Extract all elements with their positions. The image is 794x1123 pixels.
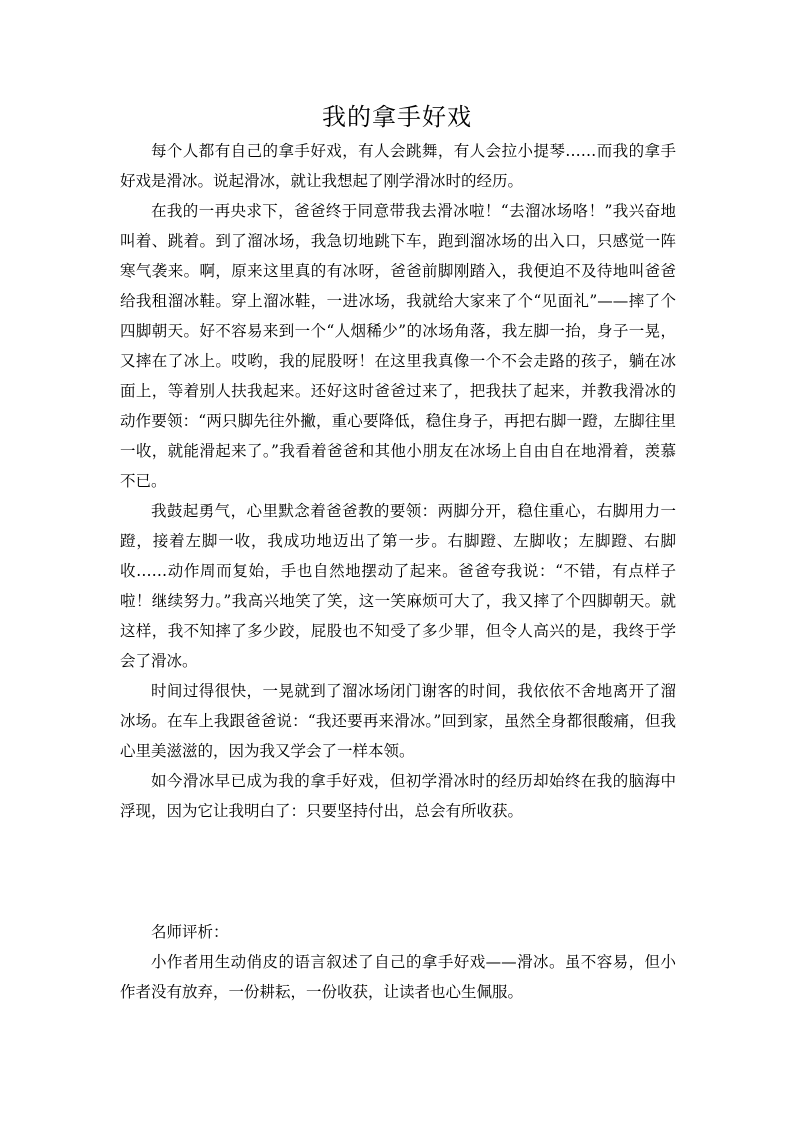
paragraph-1: 每个人都有自己的拿手好戏，有人会跳舞，有人会拉小提琴……而我的拿手好戏是滑冰。说起滑冰，就让我想起了刚学滑冰时的经历。	[120, 142, 676, 190]
paragraph-4: 时间过得很快，一晃就到了溜冰场闭门谢客的时间，我依依不舍地离开了溜冰场。在车上我跟爸爸说：“我还要再来滑冰。”回到家，虽然全身都很酸痛，但我心里美滋滋的，因为我又学会了一样本领。	[120, 682, 676, 760]
paragraph-3: 我鼓起勇气，心里默念着爸爸教的要领：两脚分开，稳住重心，右脚用力一蹬，接着左脚一收，我成功地迈出了第一步。右脚蹬、左脚收；左脚蹬、右脚收……动作周而复始，手也自然地摆动了起来。爸爸夸我说：“不错，有点样子啦！继续努力。”我高兴地笑了笑，这一笑麻烦可大了，我又摔了个四脚朝天。就这样，我不知摔了多少跤，屁股也不知受了多少罪，但令人高兴的是，我终于学会了滑冰。	[120, 502, 676, 670]
essay-body	[120, 136, 676, 826]
comment-text: 小作者用生动俏皮的语言叙述了自己的拿手好戏——滑冰。虽不容易，但小作者没有放弃，一份耕耘，一份收获，让读者也心生佩服。	[120, 953, 676, 1001]
essay-title: 我的拿手好戏	[322, 103, 472, 131]
paragraph-5: 如今滑冰早已成为我的拿手好戏，但初学滑冰时的经历却始终在我的脑海中浮现，因为它让我明白了：只要坚持付出，总会有所收获。	[120, 772, 676, 820]
teacher-comment	[120, 917, 676, 1007]
comment-label: 名师评析：	[151, 923, 229, 941]
paragraph-2: 在我的一再央求下，爸爸终于同意带我去滑冰啦！“去溜冰场咯！”我兴奋地叫着、跳着。到了溜冰场，我急切地跳下车，跑到溜冰场的出入口，只感觉一阵寒气袭来。啊，原来这里真的有冰呀，爸爸前脚刚踏入，我便迫不及待地叫爸爸给我租溜冰鞋。穿上溜冰鞋，一进冰场，我就给大家来了个“见面礼”——摔了个四脚朝天。好不容易来到一个“人烟稀少”的冰场角落，我左脚一抬，身子一晃，又摔在了冰上。哎哟，我的屁股呀！在这里我真像一个不会走路的孩子，躺在冰面上，等着别人扶我起来。还好这时爸爸过来了，把我扶了起来，并教我滑冰的动作要领：“两只脚先往外撇，重心要降低，稳住身子，再把右脚一蹬，左脚往里一收，就能滑起来了。”我看着爸爸和其他小朋友在冰场上自由自在地滑着，羡慕不已。	[120, 202, 676, 490]
